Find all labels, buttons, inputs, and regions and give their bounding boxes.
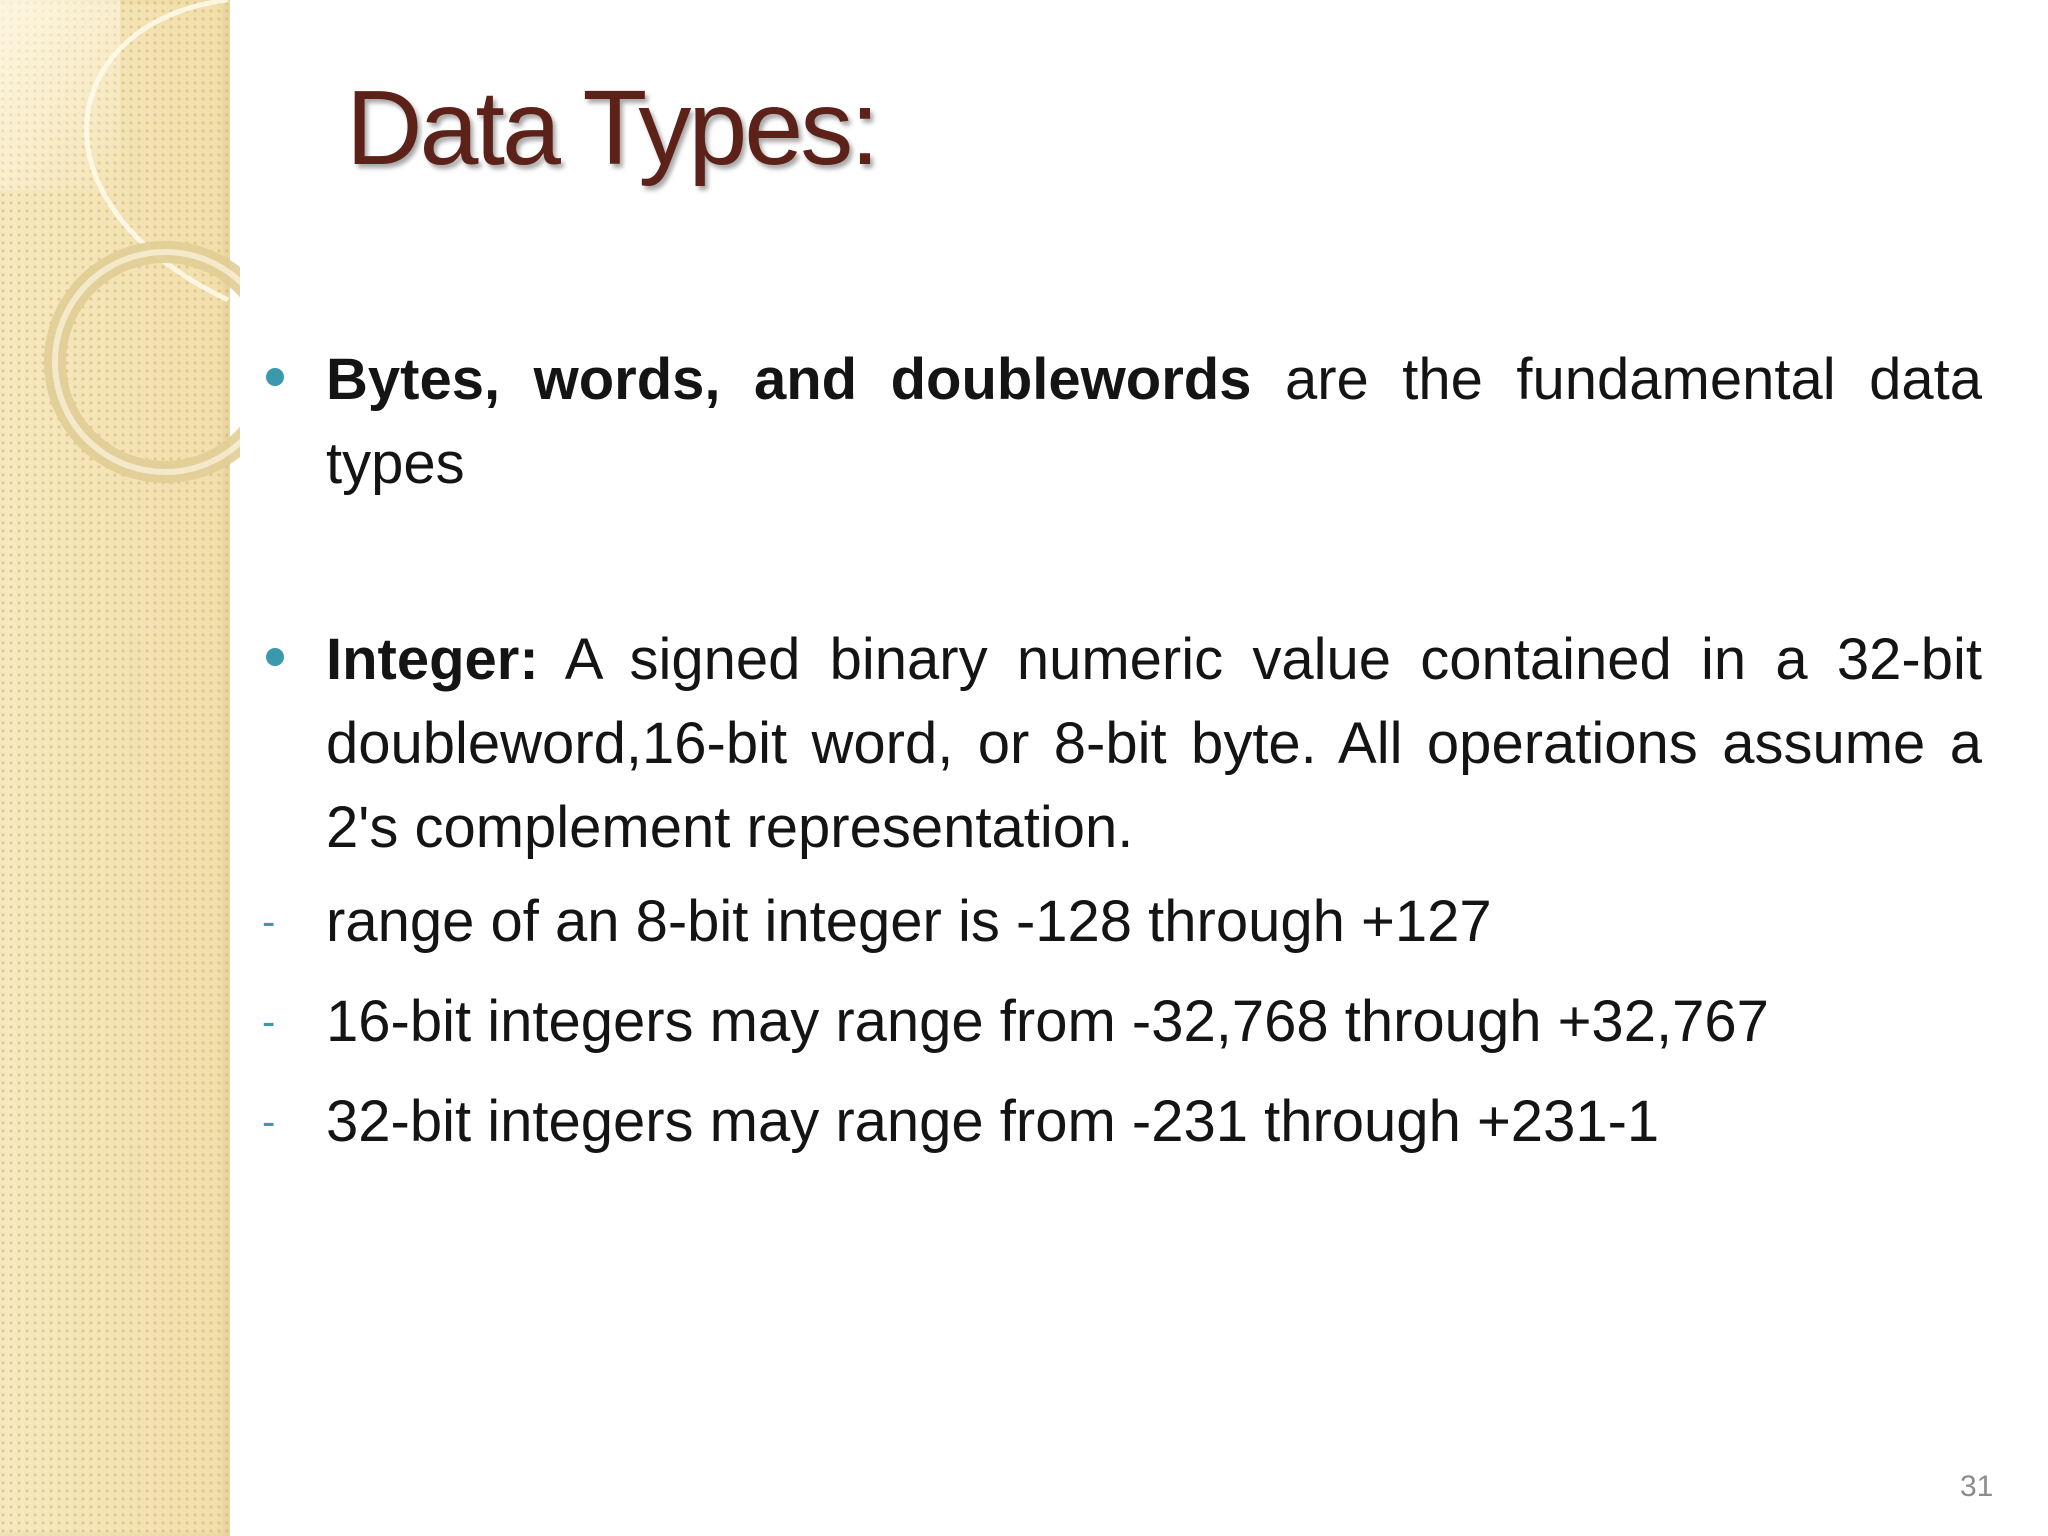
dash-marker-icon: -	[262, 1100, 276, 1144]
bullet-text: are the fundamental data types	[326, 347, 1982, 496]
bullet-bold-text: Bytes, words, and doublewords	[326, 347, 1252, 412]
small-ring-highlight	[55, 252, 240, 472]
sub-item-8-bit-range: range of an 8-bit integer is -128 through +127	[326, 889, 1492, 954]
bullet-bold-text: Integer:	[326, 627, 539, 692]
page-number: 31	[1960, 1470, 1994, 1503]
dash-marker-icon: -	[262, 900, 276, 944]
sub-item-16-bit-range: 16-bit integers may range from -32,768 through +32,767	[326, 989, 1769, 1054]
bullet-fundamental-types	[326, 338, 1982, 506]
dash-marker-icon: -	[262, 1000, 276, 1044]
bullet-text: A signed binary numeric value contained in a 32-bit doubleword,16-bit word, or 8-bit byte. All operations assume a 2's complement representation.	[326, 627, 1982, 860]
slide-title: Data Types:	[346, 69, 877, 187]
decorative-rings	[0, 0, 240, 500]
bullet-integer	[326, 618, 1982, 870]
bullet-dot-icon	[266, 648, 284, 666]
sub-item-32-bit-range: 32-bit integers may range from -231 through +231-1	[326, 1089, 1660, 1154]
bullet-dot-icon	[266, 368, 284, 386]
